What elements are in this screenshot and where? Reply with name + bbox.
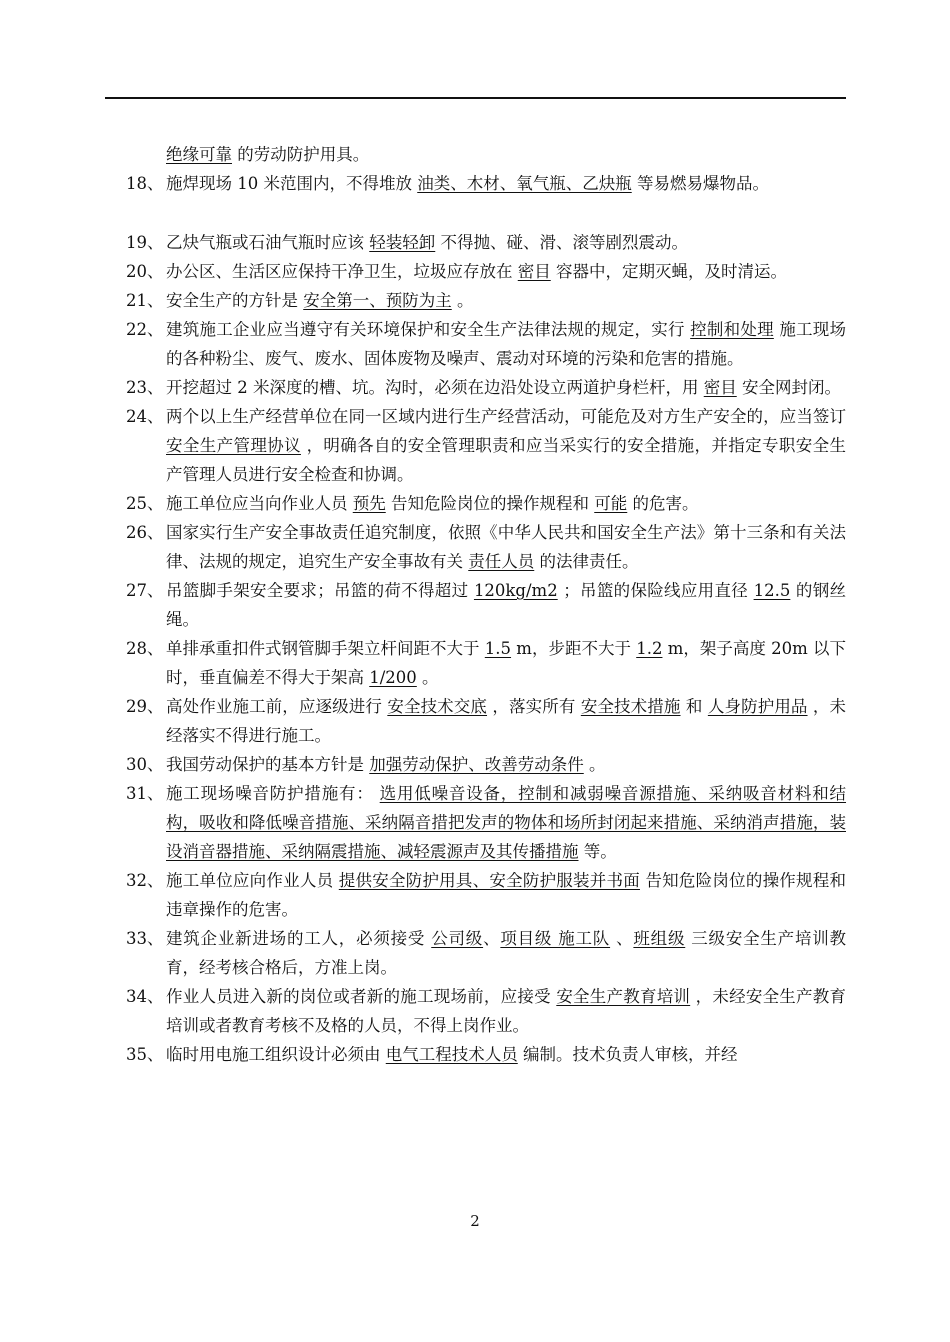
answer-blank: 密目 — [517, 262, 551, 281]
question-text: 编制。技术负责人审核，并经 — [517, 1045, 738, 1064]
question-text: 的法律责任。 — [534, 552, 639, 571]
question-text: 临时用电施工组织设计必须由 — [166, 1045, 386, 1064]
answer-blank: 电气工程技术人员 — [385, 1045, 518, 1064]
question-text: 施工现场的各种粉尘、废气、废水、固体废物及噪声、震动对环境的污染和危害的措施。 — [166, 320, 847, 368]
question-text: 国家实行生产安全事故责任追究制度，依照《中华人民共和国安全生产法》第十三条和有关法律、法规的规定，追究生产安全事故有关 — [166, 523, 846, 571]
question-text: 告知危险岗位的操作规程和违章操作的危害。 — [166, 871, 846, 919]
question-text: 单排承重扣件式钢管脚手架立杆间距不大于 — [166, 639, 485, 658]
question-text: 告知危险岗位的操作规程和 — [385, 494, 595, 513]
question-text: 施工现场噪音防护措施有： — [166, 784, 380, 803]
question-text: 的危害。 — [627, 494, 699, 513]
question-text: 安全网封闭。 — [736, 378, 841, 397]
question-item — [126, 373, 846, 402]
question-item — [126, 866, 846, 924]
question-text: 两个以上生产经营单位在同一区域内进行生产经营活动，可能危及对方生产安全的，应当签订 — [166, 407, 846, 426]
answer-blank: 1.5 — [484, 639, 512, 658]
question-text: ；吊篮的保险线应用直径 — [557, 581, 754, 600]
question-text: 不得抛、碰、滑、滚等剧烈震动。 — [435, 233, 688, 252]
answer-blank: 12.5 — [753, 581, 791, 600]
answer-blank: 选用低噪音设备，控制和减弱噪音源措施、采纳吸音材料和结构，吸收和降低噪音措施、采纳隔音措把发声的物体和场所封闭起来措施、采纳消声措施，装设消音器措施、采纳隔震措施、减轻震源声及其传播措施 — [166, 784, 847, 861]
answer-blank: 1.2 — [636, 639, 663, 658]
answer-blank: 120kg/m2 — [473, 581, 558, 600]
question-number: 31、 — [126, 784, 164, 803]
page-number: 2 — [470, 1212, 480, 1230]
answer-blank: 安全技术措施 — [580, 697, 681, 716]
question-text: ，落实所有 — [487, 697, 581, 716]
answer-blank: 1/200 — [369, 668, 417, 687]
question-text: 建筑企业新进场的工人，必须接受 — [166, 929, 432, 948]
question-number: 27、 — [126, 581, 164, 600]
question-item — [126, 228, 846, 257]
answer-blank: 班组级 — [633, 929, 686, 948]
question-list — [126, 140, 846, 1069]
question-text: 、 — [610, 929, 634, 948]
question-text: m，步距不大于 — [511, 639, 637, 658]
question-text: 乙炔气瓶或石油气瓶时应该 — [166, 233, 370, 252]
question-text: 作业人员进入新的岗位或者新的施工现场前，应接受 — [166, 987, 557, 1006]
question-text: 容器中，定期灭蝇，及时清运。 — [550, 262, 787, 281]
question-number: 32、 — [126, 871, 164, 890]
answer-blank: 油类、木材、氧气瓶、乙炔瓶 — [417, 174, 632, 193]
question-item — [126, 489, 846, 518]
answer-blank: 安全第一、预防为主 — [303, 291, 452, 310]
answer-blank: 加强劳动保护、改善劳动条件 — [369, 755, 584, 774]
question-item — [126, 257, 846, 286]
question-number: 23、 — [126, 378, 164, 397]
question-text: 施工单位应向作业人员 — [166, 871, 339, 890]
question-number: 30、 — [126, 755, 164, 774]
answer-blank: 人身防护用品 — [707, 697, 808, 716]
question-item — [126, 1040, 846, 1069]
question-item — [126, 576, 846, 634]
question-text: 开挖超过 2 米深度的槽、坑。沟时，必须在边沿处设立两道护身栏杆，用 — [166, 378, 704, 397]
question-text: 等。 — [578, 842, 617, 861]
answer-blank: 提供安全防护用具、安全防护服装并书面 — [338, 871, 640, 890]
question-item — [126, 169, 846, 198]
header-rule — [105, 97, 846, 99]
answer-blank: 密目 — [703, 378, 737, 397]
question-text: 和 — [680, 697, 708, 716]
question-text: m，架子高度 20m 以下时，垂直偏差不得大于架高 — [166, 639, 846, 687]
answer-blank: 安全生产教育培训 — [556, 987, 691, 1006]
question-text: 。 — [451, 291, 474, 310]
question-number: 25、 — [126, 494, 164, 513]
question-item — [126, 692, 846, 750]
answer-blank: 绝缘可靠 — [166, 145, 232, 164]
question-item — [126, 315, 846, 373]
question-number: 18、 — [126, 174, 164, 193]
question-item — [126, 140, 846, 169]
question-number: 33、 — [126, 929, 164, 948]
question-item — [126, 924, 846, 982]
question-item — [126, 750, 846, 779]
question-text: 的劳动防护用具。 — [232, 145, 370, 164]
answer-blank: 可能 — [594, 494, 628, 513]
question-text: 等易燃易爆物品。 — [631, 174, 769, 193]
answer-blank: 责任人员 — [468, 552, 535, 571]
question-text: 。 — [583, 755, 606, 774]
question-text: 施焊现场 10 米范围内，不得堆放 — [166, 174, 418, 193]
question-number: 21、 — [126, 291, 164, 310]
question-text: 三级安全生产培训教育，经考核合格后，方准上岗。 — [166, 929, 847, 977]
question-item — [126, 634, 846, 692]
question-item — [126, 402, 846, 489]
question-text: ，未经安全生产教育培训或者教育考核不及格的人员，不得上岗作业。 — [166, 987, 847, 1035]
question-number: 28、 — [126, 639, 164, 658]
answer-blank: 轻装轻卸 — [369, 233, 436, 252]
question-text: 建筑施工企业应当遵守有关环境保护和安全生产法律法规的规定，实行 — [166, 320, 691, 339]
question-text: ，未经落实不得进行施工。 — [166, 697, 847, 745]
question-text: ，明确各自的安全管理职责和应当采实行的安全措施，并指定专职安全生产管理人员进行安全检查和协调。 — [166, 436, 846, 484]
question-number: 24、 — [126, 407, 164, 426]
question-number: 19、 — [126, 233, 164, 252]
answer-blank: 安全技术交底 — [387, 697, 488, 716]
question-text: 。 — [416, 668, 439, 687]
blank-line — [126, 198, 846, 228]
question-item — [126, 286, 846, 315]
question-text: 施工单位应当向作业人员 — [166, 494, 353, 513]
question-item — [126, 982, 846, 1040]
question-number: 35、 — [126, 1045, 164, 1064]
question-text: 的钢丝绳。 — [166, 581, 846, 629]
question-text: 安全生产的方针是 — [166, 291, 304, 310]
question-number: 20、 — [126, 262, 164, 281]
answer-blank: 预先 — [352, 494, 386, 513]
answer-blank: 公司级 — [431, 929, 484, 948]
question-number: 29、 — [126, 697, 164, 716]
question-text: 高处作业施工前，应逐级进行 — [166, 697, 388, 716]
answer-blank: 安全生产管理协议 — [166, 436, 301, 455]
question-number: 26、 — [126, 523, 164, 542]
question-text: 办公区、生活区应保持干净卫生，垃圾应存放在 — [166, 262, 518, 281]
question-text: 、 — [483, 929, 501, 948]
question-item — [126, 779, 846, 866]
question-number: 34、 — [126, 987, 164, 1006]
answer-blank: 项目级 施工队 — [500, 929, 611, 948]
question-text: 吊篮脚手架安全要求；吊篮的荷不得超过 — [166, 581, 474, 600]
question-number: 22、 — [126, 320, 164, 339]
question-item — [126, 518, 846, 576]
answer-blank: 控制和处理 — [690, 320, 774, 339]
question-text: 我国劳动保护的基本方针是 — [166, 755, 370, 774]
